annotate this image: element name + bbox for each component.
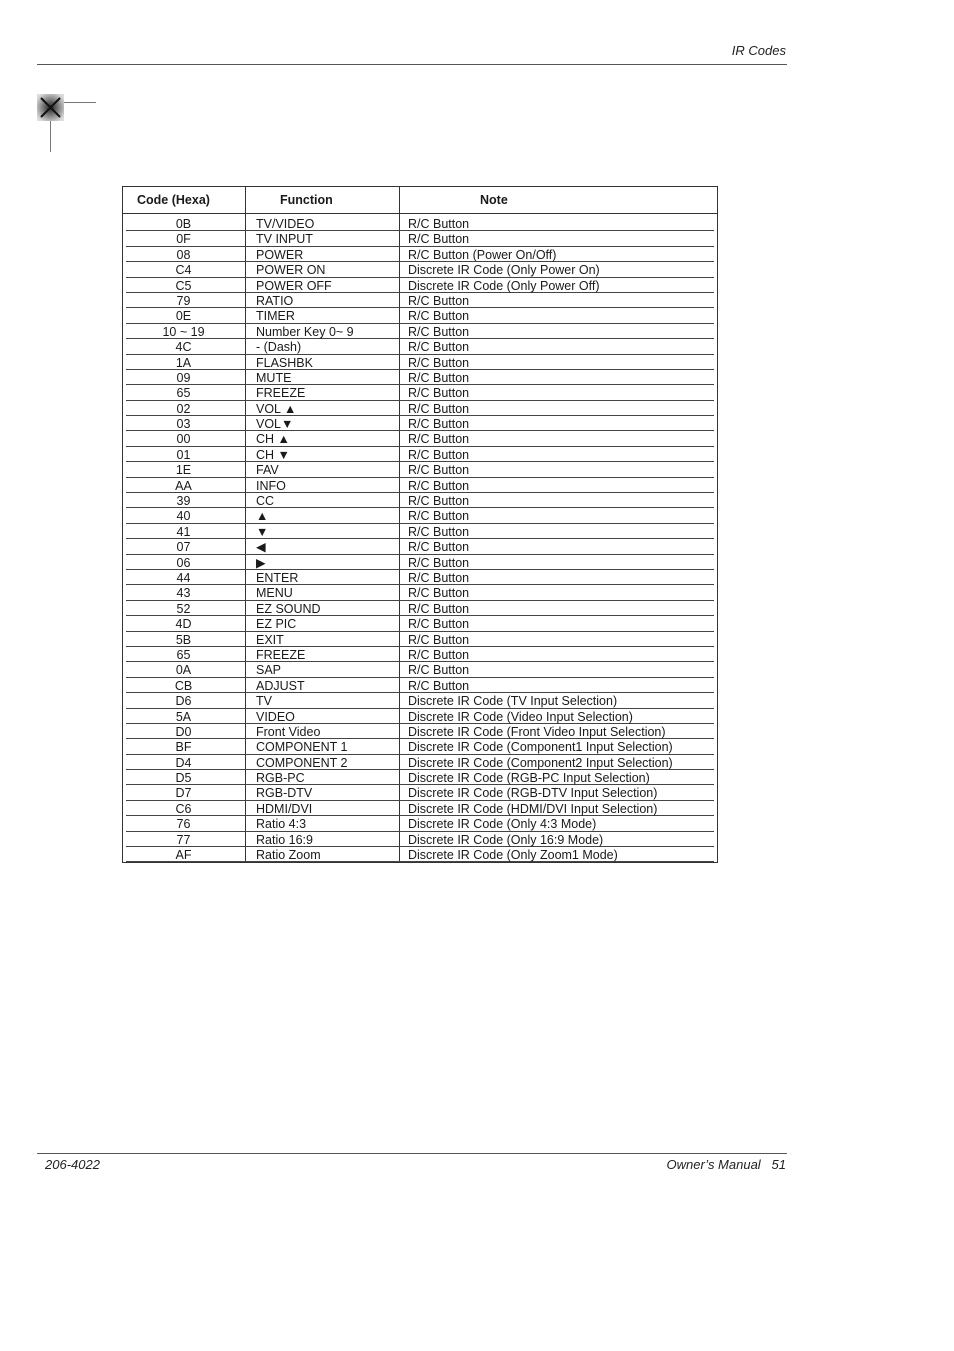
ir-code-table bbox=[122, 186, 718, 863]
note-cell: R/C Button bbox=[408, 494, 470, 509]
table-row bbox=[126, 555, 714, 570]
table-row bbox=[126, 385, 714, 400]
table-row bbox=[126, 693, 714, 708]
table-row bbox=[126, 539, 714, 554]
note-cell: R/C Button bbox=[408, 309, 470, 324]
table-header bbox=[123, 187, 717, 214]
note-cell: R/C Button bbox=[408, 401, 470, 416]
note-cell: Discrete IR Code (Only 4:3 Mode) bbox=[408, 817, 597, 832]
function-cell: Ratio Zoom bbox=[256, 848, 321, 863]
table-row bbox=[126, 632, 714, 647]
code-cell: 1A bbox=[175, 355, 192, 370]
header-rule bbox=[37, 64, 787, 65]
code-cell: 10 ~ 19 bbox=[162, 324, 205, 339]
table-row bbox=[126, 785, 714, 800]
code-cell: 08 bbox=[176, 247, 191, 262]
note-cell: R/C Button bbox=[408, 663, 470, 678]
note-cell: R/C Button bbox=[408, 417, 470, 432]
function-cell: TIMER bbox=[256, 309, 295, 324]
code-cell: C6 bbox=[175, 801, 192, 816]
header-function: Function bbox=[280, 193, 333, 207]
code-cell: 41 bbox=[176, 524, 191, 539]
note-cell: R/C Button bbox=[408, 370, 470, 385]
table-row bbox=[126, 370, 714, 385]
note-cell: R/C Button bbox=[408, 293, 470, 308]
function-cell: TV/VIDEO bbox=[256, 217, 315, 231]
code-cell: 43 bbox=[176, 586, 191, 601]
code-cell: 0B bbox=[175, 217, 192, 231]
function-cell: ◀ bbox=[256, 540, 266, 555]
note-cell: R/C Button bbox=[408, 555, 470, 570]
code-cell: 1E bbox=[175, 463, 192, 478]
table-row bbox=[126, 585, 714, 600]
table-row bbox=[126, 401, 714, 416]
note-cell: R/C Button bbox=[408, 232, 470, 247]
function-cell: TV bbox=[256, 694, 272, 709]
note-cell: R/C Button bbox=[408, 217, 470, 231]
function-cell: SAP bbox=[256, 663, 282, 678]
function-cell: ▲ bbox=[256, 509, 269, 524]
function-cell: MENU bbox=[256, 586, 293, 601]
note-cell: R/C Button bbox=[408, 647, 470, 662]
function-cell: CC bbox=[256, 494, 275, 509]
table-row bbox=[126, 247, 714, 262]
table-row bbox=[126, 570, 714, 585]
note-cell: R/C Button bbox=[408, 586, 470, 601]
header-code: Code (Hexa) bbox=[137, 193, 210, 207]
function-cell: - (Dash) bbox=[256, 340, 302, 355]
note-cell: R/C Button bbox=[408, 601, 470, 616]
code-cell: 65 bbox=[176, 386, 191, 401]
function-cell: Ratio 16:9 bbox=[256, 832, 313, 847]
note-cell: R/C Button bbox=[408, 540, 470, 555]
function-cell: RATIO bbox=[256, 293, 294, 308]
function-cell: ▼ bbox=[256, 524, 269, 539]
note-cell: Discrete IR Code (Front Video Input Selection) bbox=[408, 724, 666, 739]
note-cell: Discrete IR Code (Component2 Input Selection) bbox=[408, 755, 673, 770]
note-cell: Discrete IR Code (HDMI/DVI Input Selection) bbox=[408, 801, 658, 816]
note-cell: R/C Button bbox=[408, 570, 470, 585]
function-cell: COMPONENT 1 bbox=[256, 740, 348, 755]
page-label: Owner’s Manual 51 bbox=[666, 1157, 786, 1172]
code-cell: 09 bbox=[176, 370, 191, 385]
function-cell: TV INPUT bbox=[256, 232, 313, 247]
note-cell: Discrete IR Code (Video Input Selection) bbox=[408, 709, 633, 724]
code-cell: 07 bbox=[176, 540, 191, 555]
code-cell: BF bbox=[175, 740, 192, 755]
code-cell: 76 bbox=[176, 817, 191, 832]
function-cell: POWER ON bbox=[256, 263, 326, 278]
table-row bbox=[126, 293, 714, 308]
note-cell: Discrete IR Code (Only Zoom1 Mode) bbox=[408, 848, 618, 863]
table-row bbox=[126, 262, 714, 277]
table-row bbox=[126, 739, 714, 754]
function-cell: POWER OFF bbox=[256, 278, 332, 293]
function-cell: CH ▲ bbox=[256, 432, 290, 447]
table-row bbox=[126, 709, 714, 724]
note-cell: R/C Button bbox=[408, 632, 470, 647]
function-cell: FREEZE bbox=[256, 647, 306, 662]
function-cell: CH ▼ bbox=[256, 447, 290, 462]
code-cell: 01 bbox=[176, 447, 191, 462]
function-cell: ▶ bbox=[256, 555, 266, 570]
corner-mark-icon bbox=[37, 94, 64, 121]
code-cell: D5 bbox=[175, 771, 192, 786]
code-cell: 02 bbox=[176, 401, 191, 416]
table-row bbox=[126, 431, 714, 446]
note-cell: Discrete IR Code (Only 16:9 Mode) bbox=[408, 832, 604, 847]
doc-number: 206-4022 bbox=[45, 1157, 100, 1172]
table-row bbox=[126, 770, 714, 785]
code-cell: C4 bbox=[175, 263, 192, 278]
function-cell: EXIT bbox=[256, 632, 284, 647]
footer-rule bbox=[37, 1153, 787, 1154]
table-row bbox=[126, 493, 714, 508]
function-cell: VIDEO bbox=[256, 709, 295, 724]
note-cell: R/C Button (Power On/Off) bbox=[408, 247, 557, 262]
function-cell: INFO bbox=[256, 478, 286, 493]
code-cell: 0A bbox=[175, 663, 192, 678]
function-cell: EZ SOUND bbox=[256, 601, 321, 616]
table-row bbox=[126, 355, 714, 370]
function-cell: HDMI/DVI bbox=[256, 801, 313, 816]
note-cell: Discrete IR Code (Component1 Input Selection) bbox=[408, 740, 673, 755]
code-cell: 4D bbox=[175, 617, 192, 632]
code-cell: C5 bbox=[175, 278, 192, 293]
function-cell: EZ PIC bbox=[256, 617, 297, 632]
code-cell: 79 bbox=[176, 293, 191, 308]
table-row bbox=[126, 662, 714, 677]
note-cell: R/C Button bbox=[408, 340, 470, 355]
table-row bbox=[126, 801, 714, 816]
table-row bbox=[126, 416, 714, 431]
code-cell: AA bbox=[175, 478, 192, 493]
header-note: Note bbox=[480, 193, 508, 207]
code-cell: AF bbox=[175, 848, 192, 863]
table-row bbox=[126, 847, 714, 862]
code-cell: D7 bbox=[175, 786, 192, 801]
code-cell: 44 bbox=[176, 570, 191, 585]
code-cell: D0 bbox=[175, 724, 192, 739]
note-cell: R/C Button bbox=[408, 617, 470, 632]
table-row bbox=[126, 616, 714, 631]
code-cell: 5A bbox=[175, 709, 192, 724]
function-cell: COMPONENT 2 bbox=[256, 755, 348, 770]
note-cell: R/C Button bbox=[408, 432, 470, 447]
code-cell: 65 bbox=[176, 647, 191, 662]
code-cell: D4 bbox=[175, 755, 192, 770]
code-cell: 39 bbox=[176, 494, 191, 509]
code-cell: 03 bbox=[176, 417, 191, 432]
note-cell: R/C Button bbox=[408, 463, 470, 478]
function-cell: FLASHBK bbox=[256, 355, 313, 370]
table-row bbox=[126, 478, 714, 493]
corner-line-horizontal bbox=[64, 102, 96, 103]
function-cell: VOL▼ bbox=[256, 417, 294, 432]
code-cell: CB bbox=[174, 678, 193, 693]
note-cell: R/C Button bbox=[408, 324, 470, 339]
note-cell: R/C Button bbox=[408, 386, 470, 401]
table-body bbox=[123, 214, 717, 862]
table-row bbox=[126, 308, 714, 323]
table-row bbox=[126, 647, 714, 662]
table-row bbox=[126, 816, 714, 831]
code-cell: D6 bbox=[175, 694, 192, 709]
function-cell: Ratio 4:3 bbox=[256, 817, 307, 832]
note-cell: R/C Button bbox=[408, 447, 470, 462]
function-cell: FAV bbox=[256, 463, 279, 478]
table-row bbox=[126, 462, 714, 477]
table-row bbox=[126, 832, 714, 847]
section-title: IR Codes bbox=[731, 43, 786, 58]
function-cell: POWER bbox=[256, 247, 304, 262]
note-cell: Discrete IR Code (Only Power On) bbox=[408, 263, 600, 278]
code-cell: 0F bbox=[176, 232, 191, 247]
code-cell: 4C bbox=[175, 340, 192, 355]
table-row bbox=[126, 678, 714, 693]
function-cell: FREEZE bbox=[256, 386, 306, 401]
note-cell: Discrete IR Code (TV Input Selection) bbox=[408, 694, 618, 709]
table-row bbox=[126, 278, 714, 293]
note-cell: R/C Button bbox=[408, 509, 470, 524]
table-row bbox=[126, 755, 714, 770]
note-cell: R/C Button bbox=[408, 478, 470, 493]
table-row bbox=[126, 724, 714, 739]
note-cell: Discrete IR Code (RGB-DTV Input Selection) bbox=[408, 786, 658, 801]
code-cell: 00 bbox=[176, 432, 191, 447]
function-cell: Front Video bbox=[256, 724, 321, 739]
note-cell: R/C Button bbox=[408, 524, 470, 539]
function-cell: RGB-PC bbox=[256, 771, 305, 786]
code-cell: 77 bbox=[176, 832, 191, 847]
note-cell: Discrete IR Code (Only Power Off) bbox=[408, 278, 600, 293]
note-cell: R/C Button bbox=[408, 355, 470, 370]
table-row bbox=[126, 339, 714, 354]
function-cell: RGB-DTV bbox=[256, 786, 313, 801]
table-row bbox=[126, 601, 714, 616]
note-cell: R/C Button bbox=[408, 678, 470, 693]
table-row bbox=[126, 524, 714, 539]
corner-line-vertical bbox=[50, 121, 51, 152]
code-cell: 5B bbox=[175, 632, 192, 647]
table-row bbox=[126, 508, 714, 523]
table-row bbox=[126, 324, 714, 339]
function-cell: Number Key 0~ 9 bbox=[256, 324, 354, 339]
function-cell: MUTE bbox=[256, 370, 292, 385]
function-cell: ADJUST bbox=[256, 678, 305, 693]
code-cell: 06 bbox=[176, 555, 191, 570]
code-cell: 0E bbox=[175, 309, 192, 324]
table-row bbox=[126, 447, 714, 462]
function-cell: VOL ▲ bbox=[256, 401, 297, 416]
table-row bbox=[126, 231, 714, 246]
note-cell: Discrete IR Code (RGB-PC Input Selection) bbox=[408, 771, 650, 786]
code-cell: 52 bbox=[176, 601, 191, 616]
code-cell: 40 bbox=[176, 509, 191, 524]
function-cell: ENTER bbox=[256, 570, 299, 585]
table-row bbox=[126, 216, 714, 231]
